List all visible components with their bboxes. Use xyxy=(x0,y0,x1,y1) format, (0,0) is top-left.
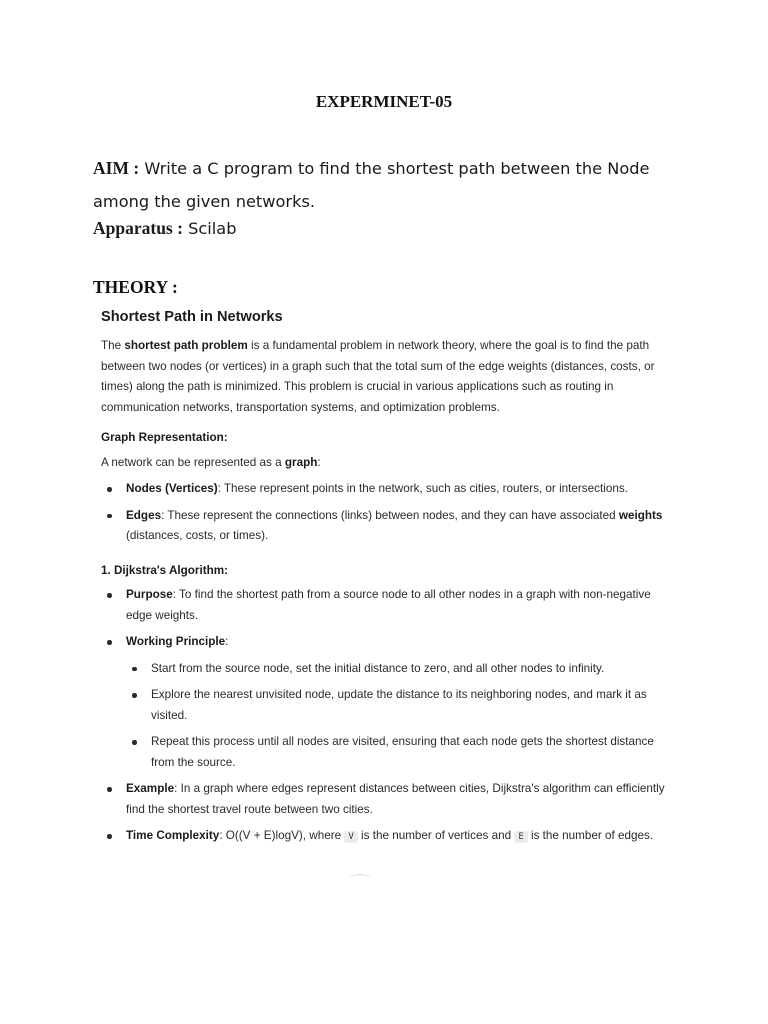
theory-label: THEORY : xyxy=(93,277,178,297)
complexity-mid: is the number of vertices and xyxy=(357,829,515,842)
list-item: Explore the nearest unvisited node, update the distance to its neighboring nodes, and mark it as visited. xyxy=(101,685,671,726)
apparatus-text: Scilab xyxy=(188,219,237,238)
graph-text-pre: A network can be represented as a xyxy=(101,455,285,469)
working-steps xyxy=(101,659,671,774)
intro-pre: The xyxy=(101,339,125,352)
list-item xyxy=(101,779,671,820)
intro-bold: shortest path problem xyxy=(124,339,248,352)
complexity-pre: : O((V + E)logV), where xyxy=(219,829,345,842)
graph-text xyxy=(101,453,671,474)
example-label: Example xyxy=(126,782,175,795)
code-e: E xyxy=(514,831,527,843)
list-item: Repeat this process until all nodes are visited, ensuring that each node gets the shortest distance from the source. xyxy=(101,732,671,773)
example-text: : In a graph where edges represent distances between cities, Dijkstra's algorithm can efficiently find the shortest travel route between two cities. xyxy=(126,782,665,816)
section-heading: Shortest Path in Networks xyxy=(101,309,283,325)
list-item xyxy=(101,479,671,500)
graph-list xyxy=(101,479,671,547)
scroll-indicator xyxy=(348,874,372,887)
list-item xyxy=(101,506,671,547)
complexity-label: Time Complexity xyxy=(126,829,220,842)
list-item xyxy=(101,585,671,626)
working-label: Working Principle xyxy=(126,635,226,648)
graph-text-post: : xyxy=(317,455,321,469)
complexity-post: is the number of edges. xyxy=(527,829,654,842)
item-bold: weights xyxy=(618,508,663,522)
intro-paragraph xyxy=(101,336,671,418)
aim-label: AIM : xyxy=(93,158,140,178)
list-item xyxy=(101,826,671,848)
apparatus-label: Apparatus : xyxy=(93,218,183,238)
item-text: : These represent the connections (links) between nodes, and they can have associated xyxy=(161,508,619,522)
page-title: EXPERMINET-05 xyxy=(315,92,453,111)
item-text: : These represent points in the network, such as cities, routers, or intersections. xyxy=(217,482,628,495)
aim-text: Write a C program to find the shortest path between the Node among the given networks. xyxy=(93,159,650,211)
purpose-text: : To find the shortest path from a source node to all other nodes in a graph with non-negative edge weights. xyxy=(126,588,651,622)
dijkstra-heading: 1. Dijkstra's Algorithm: xyxy=(101,563,229,577)
intro-post: is a fundamental problem in network theory, where the goal is to find the path between two nodes (or vertices) in a graph such that the total sum of the edge weights (distances, costs, or times) along the path is minimized. This problem is crucial in various applications such as routing in communication networks, transportation systems, and optimization problems. xyxy=(101,339,655,414)
item-bold: Edges xyxy=(126,508,162,522)
list-item: Start from the source node, set the initial distance to zero, and all other nodes to infinity. xyxy=(101,659,671,680)
list-item xyxy=(101,632,671,773)
item-text: (distances, costs, or times). xyxy=(126,529,269,542)
theory-content xyxy=(101,306,671,848)
purpose-label: Purpose xyxy=(126,588,173,601)
apparatus-section xyxy=(93,218,693,239)
dijkstra-list xyxy=(101,585,671,848)
graph-text-bold: graph xyxy=(284,455,318,469)
graph-heading: Graph Representation: xyxy=(101,431,228,444)
working-colon: : xyxy=(225,635,229,648)
item-bold: Nodes (Vertices) xyxy=(126,482,218,495)
aim-section xyxy=(93,152,693,218)
code-v: V xyxy=(344,831,357,843)
